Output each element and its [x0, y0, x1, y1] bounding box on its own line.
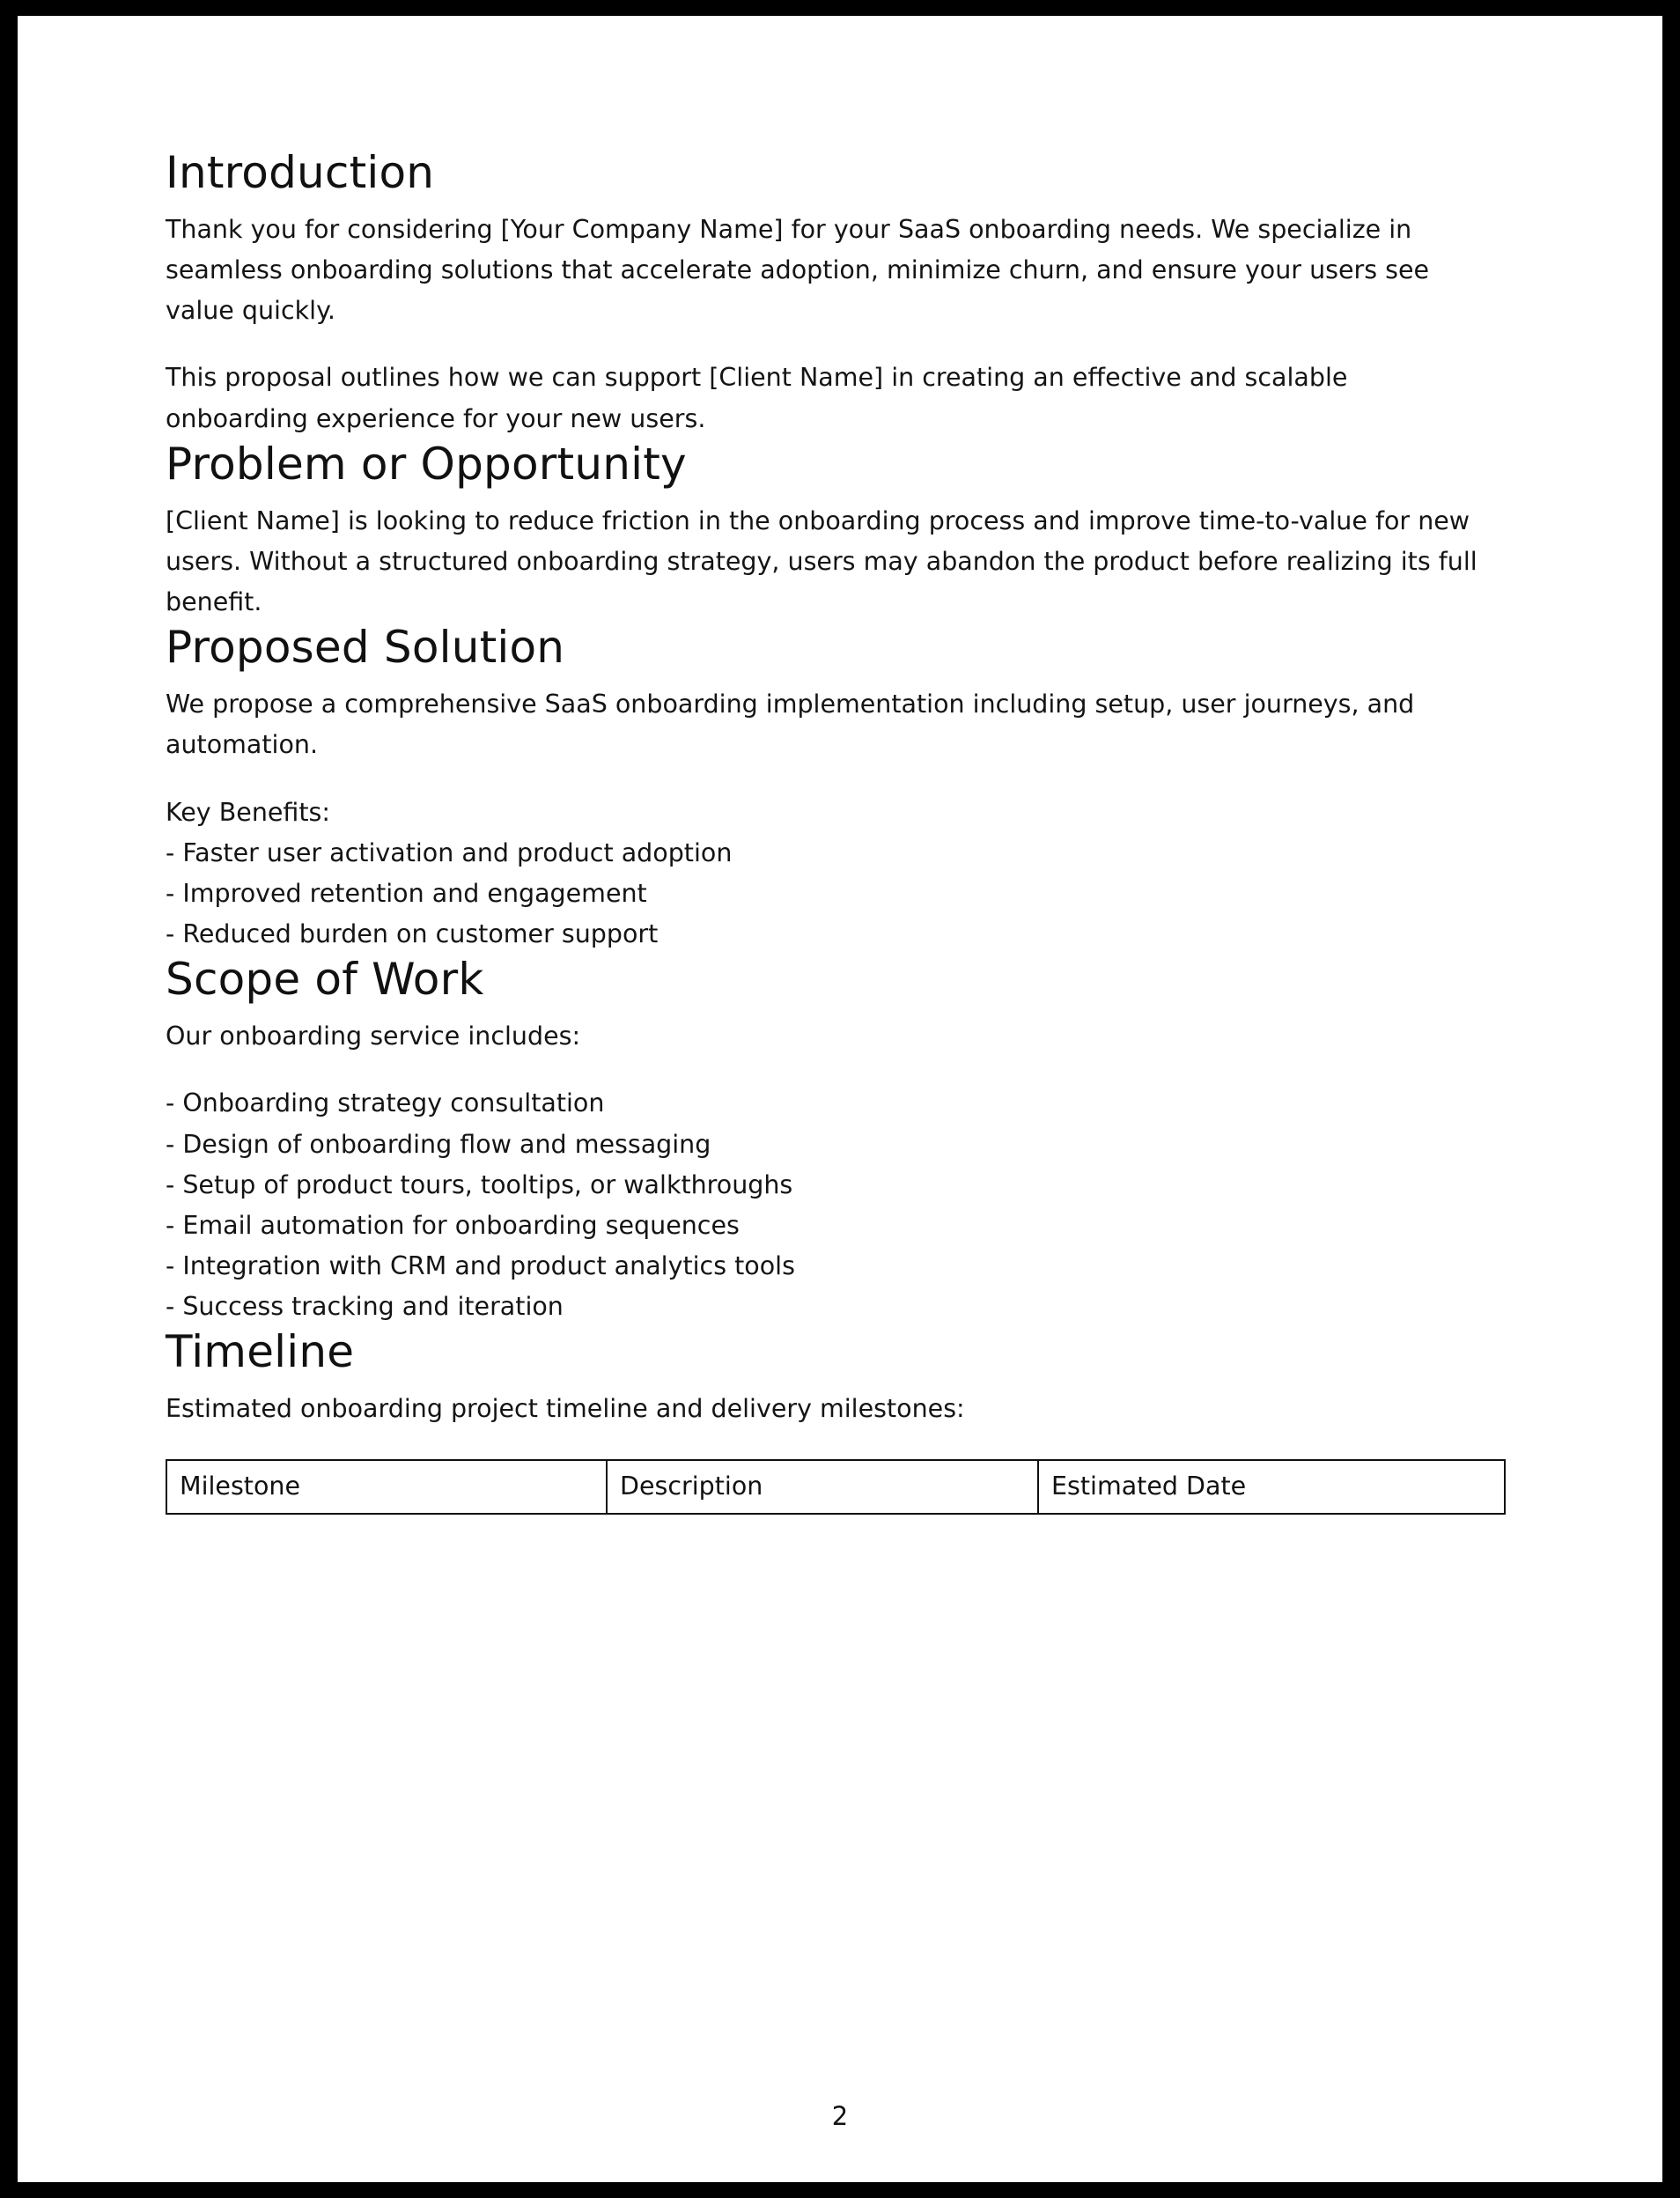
- page-number: 2: [831, 2101, 849, 2131]
- heading-proposed-solution: Proposed Solution: [166, 622, 565, 674]
- key-benefits-label: Key Benefits:: [166, 797, 330, 827]
- column-header-description: Description: [607, 1460, 1038, 1514]
- heading-problem-or-opportunity: Problem or Opportunity: [166, 438, 687, 490]
- list-item: - Success tracking and iteration: [166, 1292, 564, 1322]
- heading-introduction: Introduction: [166, 147, 435, 198]
- paragraph-introduction-1: Thank you for considering [Your Company Name] for your SaaS onboarding needs. We specialize in seamless onboarding solutions that accelerate adoption, minimize churn, and ensure your users see value quickly.: [166, 215, 1430, 326]
- spacer: [166, 766, 1513, 793]
- column-header-milestone: Milestone: [166, 1460, 607, 1514]
- heading-timeline: Timeline: [166, 1326, 355, 1378]
- list-item: - Integration with CRM and product analytics tools: [166, 1250, 795, 1280]
- list-item: - Reduced burden on customer support: [166, 919, 659, 949]
- column-header-estimated-date: Estimated Date: [1038, 1460, 1505, 1514]
- paragraph-proposed-solution-1: We propose a comprehensive SaaS onboarding implementation including setup, user journeys, and automation.: [166, 690, 1415, 760]
- list-item: - Onboarding strategy consultation: [166, 1088, 605, 1118]
- list-item: - Faster user activation and product adoption: [166, 837, 733, 867]
- paragraph-timeline-1: Estimated onboarding project timeline and delivery milestones:: [166, 1394, 965, 1424]
- list-item: - Design of onboarding flow and messaging: [166, 1129, 711, 1159]
- paragraph-introduction-2: This proposal outlines how we can support [Client Name] in creating an effective and scalable onboarding experience for your new users.: [166, 363, 1348, 433]
- timeline-table: [166, 1459, 1506, 1515]
- table-header-row: [166, 1460, 1505, 1514]
- document-body: [166, 148, 1513, 1515]
- document-page: [18, 16, 1662, 2182]
- list-item: - Improved retention and engagement: [166, 878, 647, 908]
- heading-scope-of-work: Scope of Work: [166, 954, 484, 1006]
- list-item: - Setup of product tours, tooltips, or walkthroughs: [166, 1169, 793, 1199]
- key-benefits-list: [166, 833, 1513, 955]
- scope-of-work-list: [166, 1083, 1513, 1327]
- paragraph-scope-1: Our onboarding service includes:: [166, 1022, 581, 1051]
- list-item: - Email automation for onboarding sequences: [166, 1210, 740, 1240]
- paragraph-problem-1: [Client Name] is looking to reduce friction in the onboarding process and improve time-to-value for new users. Without a structured onboarding strategy, users may abandon the product before realizing its full benefit.: [166, 505, 1477, 617]
- spacer: [166, 1057, 1513, 1083]
